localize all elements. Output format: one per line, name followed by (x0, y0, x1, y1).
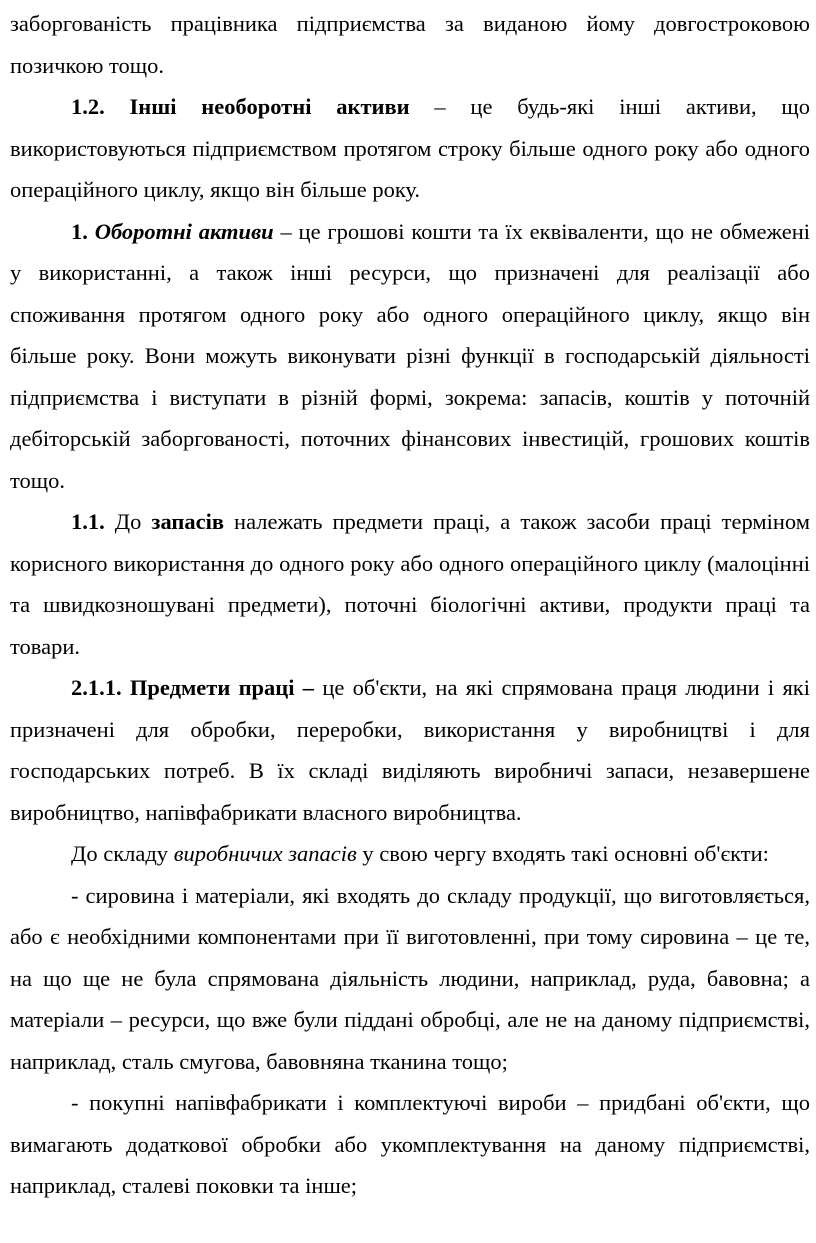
list-item-text: - покупні напівфабрикати і комплектуючі вироби – придбані об'єкти, що вимагають додаткової обробки або укомплектування на даному підприємстві, наприклад, сталеві поковки та інше; (10, 1090, 810, 1198)
paragraph-text: заборгованість працівника підприємства за виданою йому довгостроковою позичкою тощо. (10, 11, 810, 78)
section-number: 1.2. (71, 94, 105, 119)
paragraph-objects-of-labor (10, 667, 810, 833)
term-inventories: запасів (151, 509, 225, 534)
paragraph-text: це об'єкти, на які спрямована праця людини і які призначені для обробки, переробки, використання у виробництві і для господарських потреб. В їх складі виділяють виробничі запаси, незавершене виробництво, напівфабрикати власного виробництва. (10, 675, 810, 825)
term-other-noncurrent-assets: Інші необоротні активи (129, 94, 410, 119)
list-item-purchased-semifinished (10, 1082, 810, 1207)
term-objects-of-labor: Предмети праці – (121, 675, 315, 700)
list-item-raw-materials (10, 875, 810, 1083)
paragraph-text: у свою чергу входять такі основні об'єкти: (356, 841, 769, 866)
paragraph-text: – це будь-які інші активи, що використовуються підприємством протягом строку більше одного року або одного операційного циклу, якщо він більше року. (10, 94, 811, 202)
term-current-assets: Оборотні активи (94, 218, 274, 244)
list-item-text: - сировина і матеріали, які входять до складу продукції, що виготовляється, або є необхідними компонентами при її виготовленні, при тому сировина – це те, на що ще не була спрямована діяльність людини, наприклад, руда, бавовна; а матеріали – ресурси, що вже були піддані обробці, але не на даному підприємстві, наприклад, сталь смугова, бавовняна тканина тощо; (10, 882, 810, 1074)
paragraph-prefix: До (104, 509, 152, 534)
paragraph-other-noncurrent-assets (10, 86, 810, 211)
section-number: 1. (71, 218, 88, 244)
paragraph-current-assets (10, 211, 810, 502)
paragraph-prefix: До складу (71, 841, 174, 866)
paragraph-text: належать предмети праці, а також засоби праці терміном корисного використання до одного року або одного операційного циклу (малоцінні та швидкозношувані предмети), поточні біологічні активи, продукти праці та товари. (10, 509, 810, 659)
term-production-stocks: виробничих запасів (173, 841, 357, 866)
section-number: 1.1. (71, 509, 105, 534)
paragraph-inventories (10, 501, 810, 667)
paragraph-text: – це грошові кошти та їх еквіваленти, що не обмежені у використанні, а також інші ресурси, що призначені для реалізації або споживання протягом одного року або одного операційного циклу, якщо він більше року. Вони можуть виконувати різні функції в господарській діяльності підприємства і виступати в різній формі, зокрема: запасів, коштів у поточній дебіторській заборгованості, поточних фінансових інвестицій, грошових коштів тощо. (10, 218, 811, 493)
section-number: 2.1.1. (71, 675, 122, 700)
paragraph-production-stocks (10, 833, 810, 875)
paragraph-receivables-continuation (10, 3, 810, 86)
